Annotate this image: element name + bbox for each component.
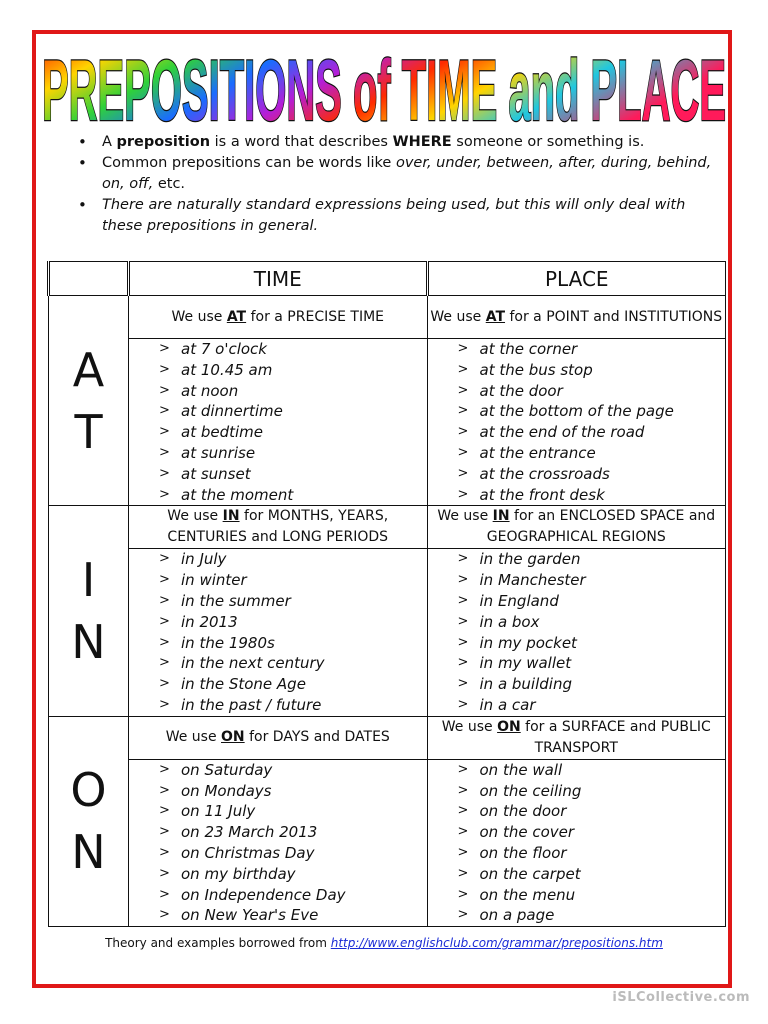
example-list [428,760,726,926]
section-letter: I [81,553,96,608]
section-letter: O [70,763,107,818]
page-title [42,36,726,134]
place-rule-in [427,506,726,549]
example-item: > on Christmas Day [159,843,427,864]
section-letter: A [72,342,105,397]
example-list [129,549,427,715]
rule-preposition: AT [226,308,247,325]
rule-text: We use [167,508,223,525]
example-item: > at the moment [159,485,427,506]
example-item: > on New Year's Eve [159,905,427,926]
intro-text: A [102,134,117,150]
time-examples-in [129,549,428,716]
watermark: iSLCollective.com [612,990,750,1005]
time-rule-on [129,716,428,759]
example-item: > at the entrance [458,443,726,464]
footer-text: Theory and examples borrowed from [105,936,331,950]
table-body [49,296,726,927]
prepositions-table [47,261,726,927]
intro-bold-where: WHERE [392,134,452,150]
example-list [129,760,427,926]
example-item: > at the corner [458,339,726,360]
rule-preposition: ON [497,718,521,735]
section-letter: N [71,825,106,880]
place-examples-in [427,549,726,716]
example-item: > at the end of the road [458,422,726,443]
example-list [428,549,726,715]
example-item: > on Saturday [159,760,427,781]
rule-text: for DAYS and DATES [244,729,390,746]
example-item: > in the Stone Age [159,674,427,695]
intro-text: Common prepositions can be words like [102,155,396,171]
example-item: > at the front desk [458,485,726,506]
intro-bullet-1 [78,132,718,153]
intro-italic-examples: over, under, between, after, during, behind, on, off, [102,155,712,192]
rule-preposition: AT [485,308,506,325]
example-item: > on the door [458,801,726,822]
rule-text: We use [171,308,227,325]
example-item: > on the menu [458,885,726,906]
examples-row-at [49,339,726,506]
example-item: > on Mondays [159,781,427,802]
example-item: > in a car [458,695,726,716]
place-examples-at [427,339,726,506]
rule-row-in [49,506,726,549]
time-rule-in [129,506,428,549]
header-time: TIME [129,262,428,296]
example-item: > on the cover [458,822,726,843]
example-item: > at dinnertime [159,401,427,422]
rule-text: for a PRECISE TIME [246,308,385,325]
example-item: > in England [458,591,726,612]
time-examples-at [129,339,428,506]
example-item: > in the 1980s [159,633,427,654]
source-link[interactable]: http://www.englishclub.com/grammar/prepositions.htm [330,936,663,950]
section-letters-at [49,296,129,506]
rule-text: for an ENCLOSED SPACE and GEOGRAPHICAL REGIONS [486,508,716,546]
examples-row-on [49,759,726,926]
rule-text: for a SURFACE and PUBLIC TRANSPORT [520,718,711,756]
place-rule-at [427,296,726,339]
section-letter: N [71,615,106,670]
example-item: > on the wall [458,760,726,781]
intro-text: etc. [153,176,186,192]
example-item: > in winter [159,570,427,591]
example-item: > in the summer [159,591,427,612]
rule-preposition: ON [221,729,245,746]
rule-text: We use [165,729,222,746]
example-item: > at the bottom of the page [458,401,726,422]
example-item: > at 7 o'clock [159,339,427,360]
example-item: > on 11 July [159,801,427,822]
section-letter: T [74,404,103,459]
example-item: > on the floor [458,843,726,864]
example-item: > in the garden [458,549,726,570]
example-item: > in a building [458,674,726,695]
example-item: > on the ceiling [458,781,726,802]
intro-bold-preposition: preposition [116,134,211,150]
example-item: > at the bus stop [458,360,726,381]
rule-text: We use [430,308,486,325]
example-item: > on 23 March 2013 [159,822,427,843]
example-item: > at bedtime [159,422,427,443]
rule-text: We use [441,718,498,735]
rule-text: We use [437,508,493,525]
example-item: > at noon [159,381,427,402]
intro-bullet-2 [78,153,718,195]
rule-preposition: IN [222,508,240,525]
intro-bullets [78,132,718,237]
example-item: > in Manchester [458,570,726,591]
header-blank [49,262,129,296]
place-rule-on [427,716,726,759]
example-item: > in the past / future [159,695,427,716]
intro-text: someone or something is. [451,134,645,150]
rule-preposition: IN [492,508,510,525]
intro-text: is a word that describes [210,134,393,150]
example-item: > at sunrise [159,443,427,464]
rule-text: for MONTHS, YEARS, CENTURIES and LONG PERIODS [167,508,389,546]
examples-row-in [49,549,726,716]
place-examples-on [427,759,726,926]
rule-row-on [49,716,726,759]
example-item: > in 2013 [159,612,427,633]
time-examples-on [129,759,428,926]
rule-text: for a POINT and INSTITUTIONS [505,308,723,325]
time-rule-at [129,296,428,339]
example-item: > on a page [458,905,726,926]
rule-row-at [49,296,726,339]
example-item: > in a box [458,612,726,633]
example-item: > at 10.45 am [159,360,427,381]
section-letters-in [49,506,129,716]
title-text: PREPOSITIONS of TIME and PLACE [42,43,726,134]
example-item: > in my pocket [458,633,726,654]
example-item: > in July [159,549,427,570]
example-item: > in the next century [159,653,427,674]
example-item: > on my birthday [159,864,427,885]
section-letters-on [49,716,129,926]
intro-bullet-3: • There are naturally standard expressions being used, but this will only deal with these prepositions in general. [78,195,718,237]
example-item: > at the door [458,381,726,402]
header-place: PLACE [427,262,726,296]
example-item: > in my wallet [458,653,726,674]
example-list [129,339,427,505]
example-item: > at the crossroads [458,464,726,485]
example-list [428,339,726,505]
example-item: > on the carpet [458,864,726,885]
footer-credit [0,936,768,950]
example-item: > at sunset [159,464,427,485]
example-item: > on Independence Day [159,885,427,906]
